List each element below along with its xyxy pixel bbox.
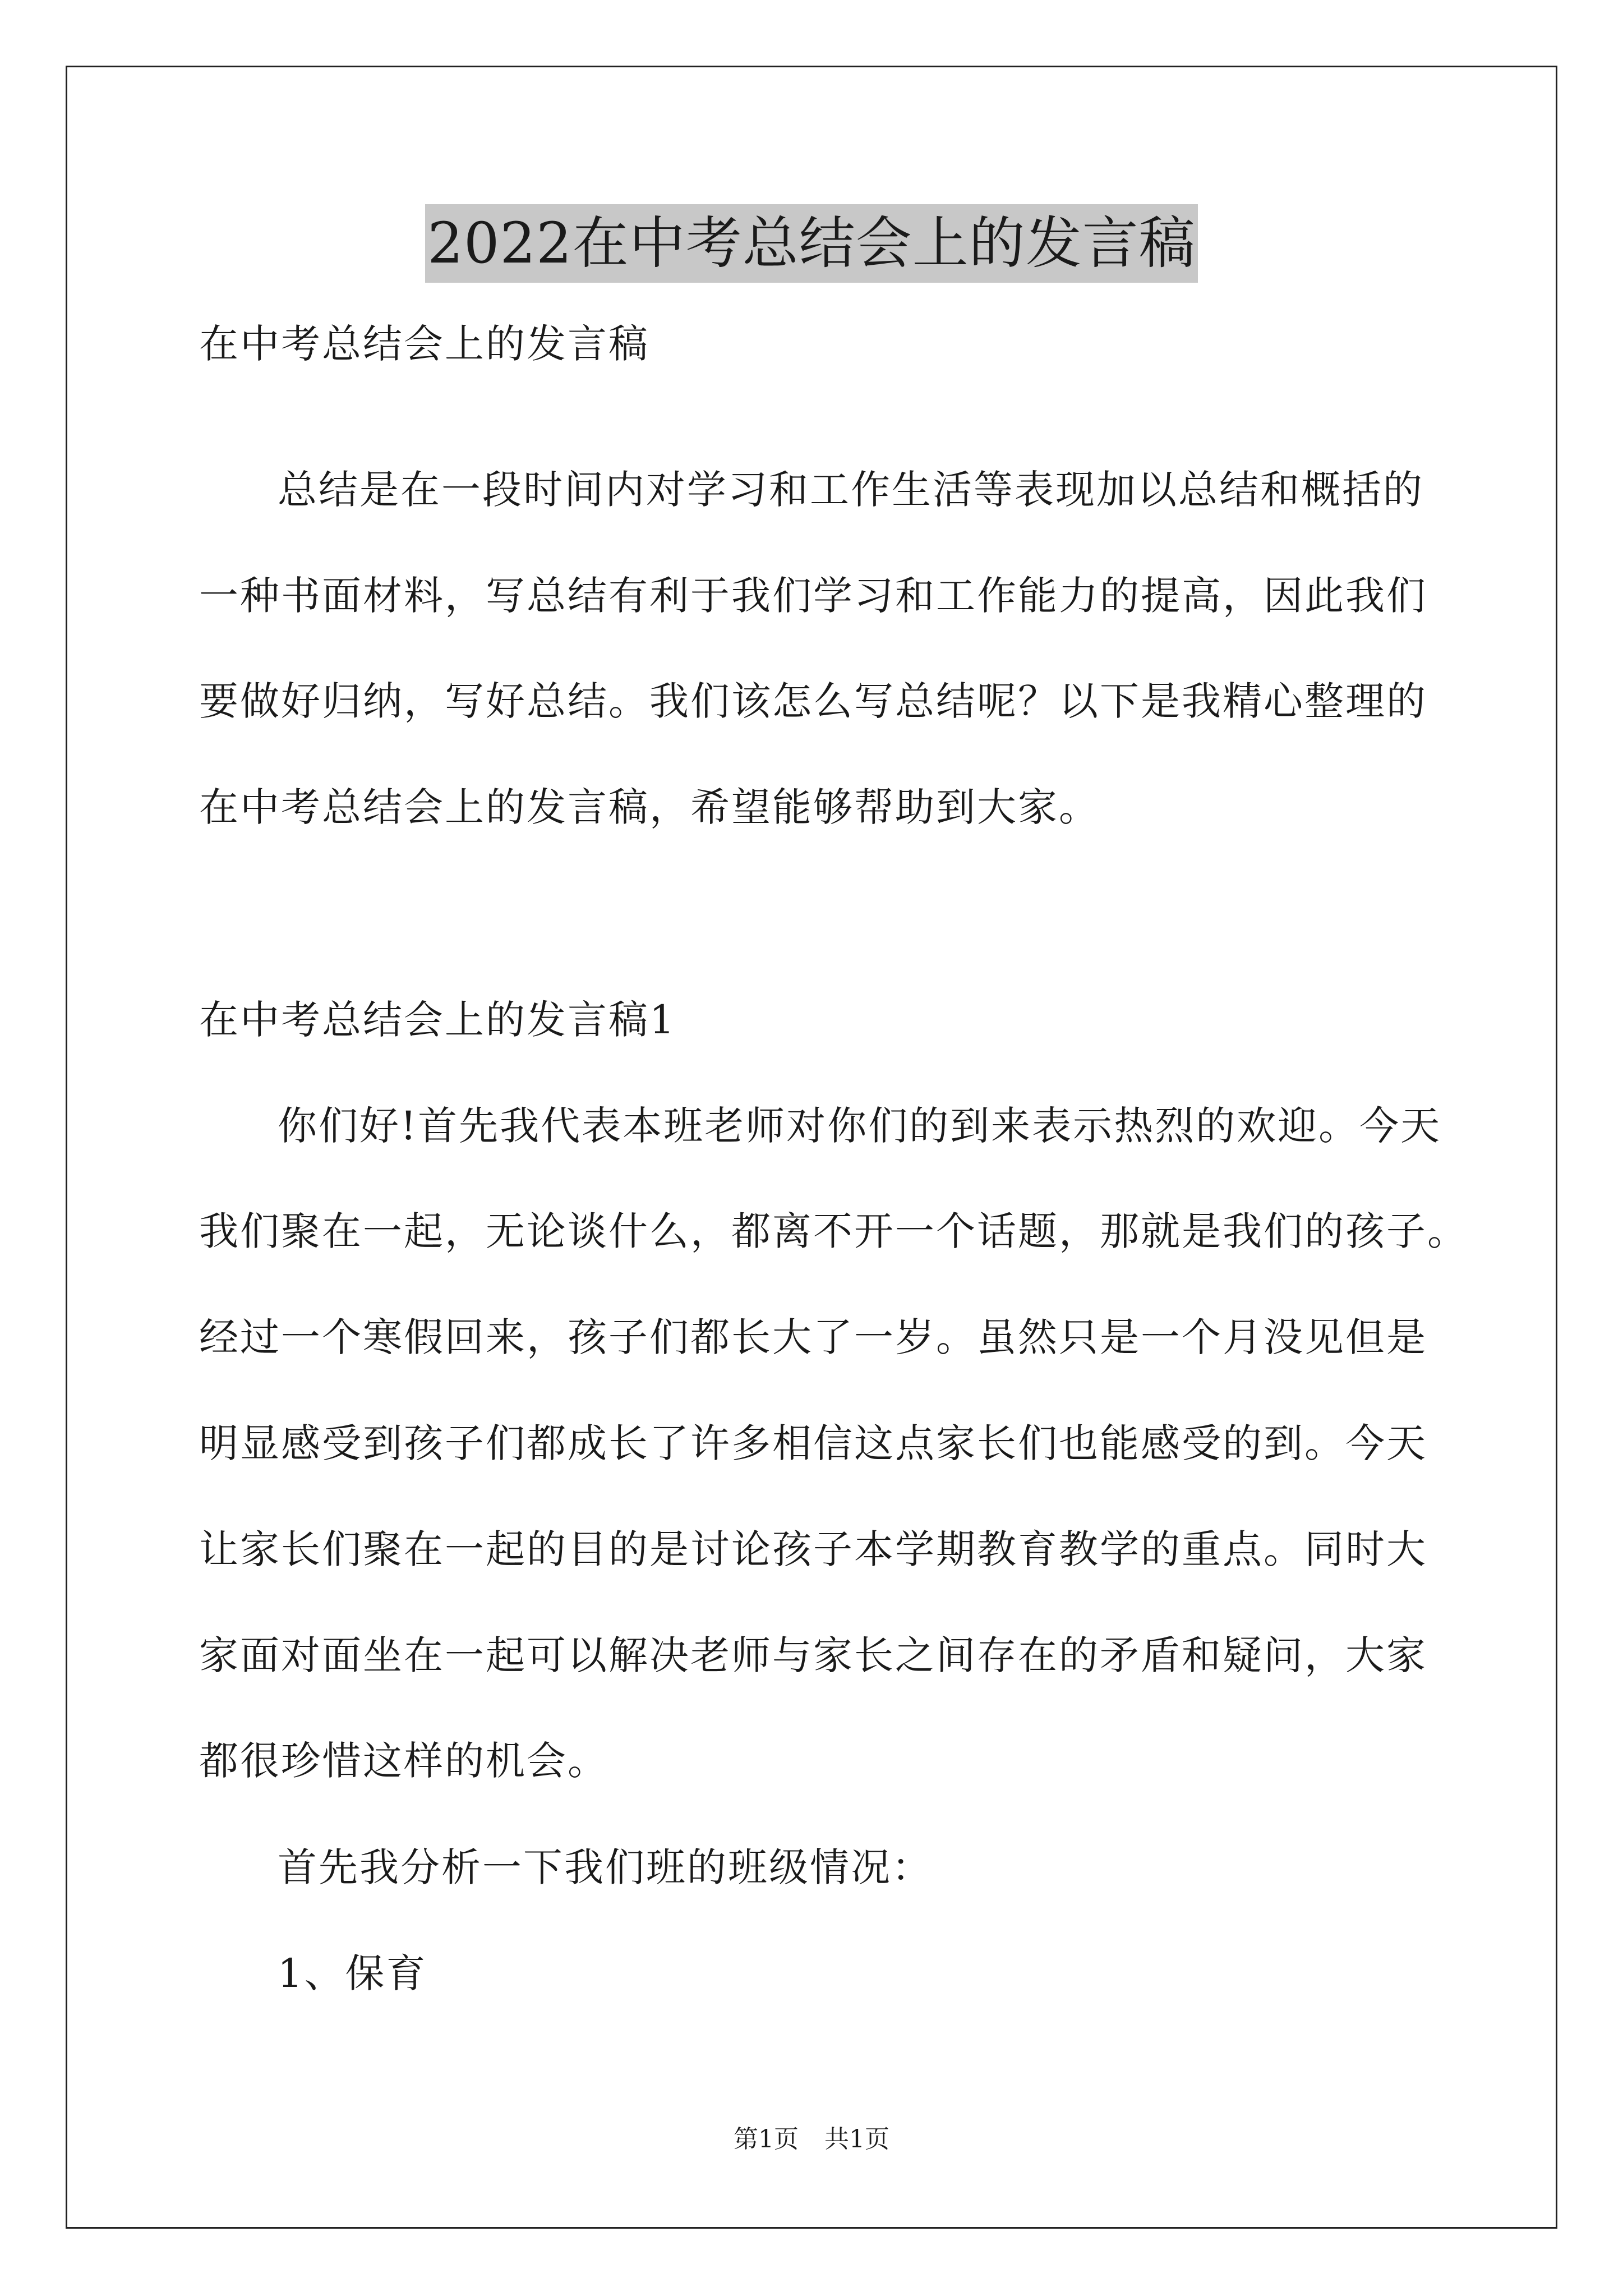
paragraph-line: 都很珍惜这样的机会。 — [199, 1738, 608, 1784]
paragraph-line: 你们好!首先我代表本班老师对你们的到来表示热烈的欢迎。今天 — [278, 1103, 1442, 1149]
paragraph-line: 经过一个寒假回来，孩子们都长大了一岁。虽然只是一个月没见但是 — [199, 1314, 1427, 1360]
section-heading: 在中考总结会上的发言稿1 — [199, 997, 676, 1043]
paragraph-line: 要做好归纳，写好总结。我们该怎么写总结呢？以下是我精心整理的 — [199, 678, 1427, 724]
paragraph-line: 明显感受到孩子们都成长了许多相信这点家长们也能感受的到。今天 — [199, 1420, 1427, 1466]
page-footer — [0, 2123, 1623, 2156]
document-title: 2022在中考总结会上的发言稿 — [425, 204, 1198, 283]
title-container — [0, 204, 1623, 283]
page-number: 第1页 — [734, 2125, 799, 2154]
paragraph-line: 让家长们聚在一起的目的是讨论孩子本学期教育教学的重点。同时大 — [199, 1526, 1427, 1572]
page-total: 共1页 — [824, 2125, 889, 2154]
paragraph-line: 一种书面材料，写总结有利于我们学习和工作能力的提高，因此我们 — [199, 573, 1427, 619]
paragraph-line: 总结是在一段时间内对学习和工作生活等表现加以总结和概括的 — [278, 467, 1424, 513]
paragraph-line: 我们聚在一起，无论谈什么，都离不开一个话题，那就是我们的孩子。 — [199, 1208, 1468, 1254]
paragraph-line: 家面对面坐在一起可以解决老师与家长之间存在的矛盾和疑问，大家 — [199, 1632, 1427, 1678]
list-item: 1、保育 — [278, 1950, 427, 1996]
paragraph-line: 首先我分析一下我们班的班级情况： — [278, 1844, 933, 1890]
section-heading: 在中考总结会上的发言稿 — [199, 321, 649, 367]
paragraph-line: 在中考总结会上的发言稿，希望能够帮助到大家。 — [199, 784, 1100, 830]
